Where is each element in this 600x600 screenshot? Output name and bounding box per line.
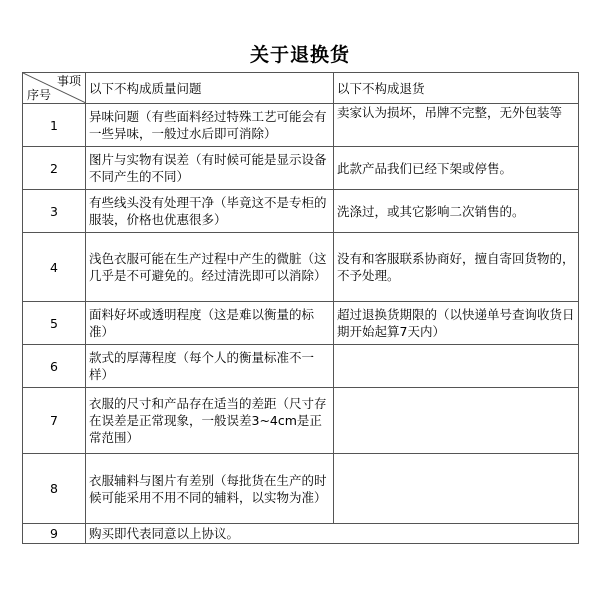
table-row [23,147,579,190]
table-row [23,454,579,524]
table-row [23,104,579,147]
row-number: 5 [23,302,86,345]
quality-cell: 衣服的尺寸和产品存在适当的差距（尺寸存在误差是正常现象，一般误差3~4cm是正常范围） [86,388,334,454]
row-number: 3 [23,190,86,233]
quality-cell: 有些线头没有处理干净（毕竟这不是专柜的服装，价格也优惠很多） [86,190,334,233]
corner-header-item: 事项 [56,74,81,88]
corner-header-cell [23,73,86,104]
table-header-row [23,73,579,104]
table-row [23,524,579,544]
table-row [23,345,579,388]
row-number: 7 [23,388,86,454]
return-cell: 没有和客服联系协商好，擅自寄回货物的，不予处理。 [334,233,579,302]
quality-cell: 面料好坏或透明程度（这是难以衡量的标准） [86,302,334,345]
return-cell: 此款产品我们已经下架或停售。 [334,147,579,190]
table-row [23,388,579,454]
table-row [23,302,579,345]
page-title: 关于退换货 [249,44,350,66]
row-number: 1 [23,104,86,147]
quality-cell: 衣服辅料与图片有差别（每批货在生产的时候可能采用不用不同的辅料，以实物为准） [86,454,334,524]
row-number: 2 [23,147,86,190]
return-cell: 卖家认为损坏，吊牌不完整，无外包装等 [334,104,579,147]
quality-cell: 图片与实物有误差（有时候可能是显示设备不同产生的不同） [86,147,334,190]
row-number: 8 [23,454,86,524]
returns-policy-table [22,72,579,544]
row-number: 9 [23,524,86,544]
agreement-cell: 购买即代表同意以上协议。 [86,524,579,544]
quality-cell: 款式的厚薄程度（每个人的衡量标准不一样） [86,345,334,388]
quality-cell: 异味问题（有些面料经过特殊工艺可能会有一些异味，一般过水后即可消除） [86,104,334,147]
quality-cell: 浅色衣服可能在生产过程中产生的微脏（这几乎是不可避免的。经过清洗即可以消除） [86,233,334,302]
table-row [23,233,579,302]
column-header-return: 以下不构成退货 [334,73,579,104]
return-cell: 洗涤过，或其它影响二次销售的。 [334,190,579,233]
column-header-quality: 以下不构成质量问题 [86,73,334,104]
row-number: 4 [23,233,86,302]
corner-header-number: 序号 [27,88,52,102]
return-cell: 超过退换货期限的（以快递单号查询收货日期开始起算7天内） [334,302,579,345]
return-cell [334,388,579,454]
table-row [23,190,579,233]
return-cell [334,345,579,388]
row-number: 6 [23,345,86,388]
return-cell [334,454,579,524]
